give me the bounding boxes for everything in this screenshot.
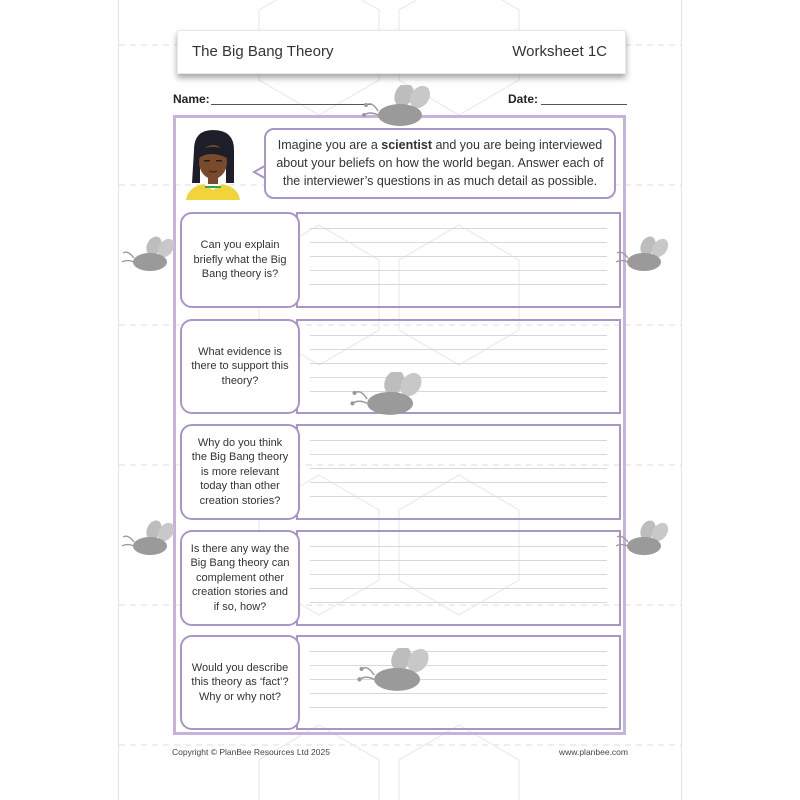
question-3	[180, 424, 300, 520]
bee-icon	[360, 85, 436, 129]
worksheet-title: The Big Bang Theory	[192, 43, 334, 60]
question-1-text: Can you explain briefly what the Big Bang theory is?	[193, 239, 287, 281]
question-2-text: What evidence is there to support this theory?	[191, 345, 289, 387]
question-5	[180, 635, 300, 730]
worksheet-number: Worksheet 1C	[512, 43, 607, 60]
answer-box-5[interactable]	[296, 635, 621, 730]
name-label: Name:	[173, 92, 210, 106]
date-field[interactable]	[541, 104, 627, 105]
bee-icon	[118, 520, 178, 560]
question-4	[180, 530, 300, 626]
bee-icon	[612, 520, 672, 560]
intro-text-start: Imagine you are a	[277, 138, 382, 152]
intro-text-end: and you are being interviewed about your beliefs on how the world began. Answer each of the interviewer’s questions in as much detail as possible.	[276, 138, 604, 188]
intro-speech-bubble	[264, 128, 616, 199]
date-label: Date:	[508, 92, 539, 106]
person-avatar-icon	[180, 128, 246, 200]
bee-icon	[118, 236, 178, 276]
answer-box-3[interactable]	[296, 424, 621, 520]
question-5-text: Would you describe this theory as ‘fact’? Why or why not?	[191, 661, 289, 703]
answer-box-1[interactable]	[296, 212, 621, 308]
question-2	[180, 319, 300, 414]
copyright-footer: Copyright © PlanBee Resources Ltd 2025	[172, 747, 330, 757]
answer-box-2[interactable]	[296, 319, 621, 414]
bee-icon	[612, 236, 672, 276]
bee-icon	[355, 648, 435, 694]
question-1	[180, 212, 300, 308]
intro-keyword: scientist	[381, 138, 432, 152]
worksheet-header	[177, 30, 626, 74]
answer-box-4[interactable]	[296, 530, 621, 626]
question-3-text: Why do you think the Big Bang theory is more relevant today than other creation stories?	[191, 436, 289, 507]
bee-icon	[348, 372, 428, 418]
question-4-text: Is there any way the Big Bang theory can complement other creation stories and if so, how?	[190, 542, 290, 613]
name-field[interactable]	[211, 104, 371, 105]
website-link[interactable]: www.planbee.com	[559, 747, 628, 757]
